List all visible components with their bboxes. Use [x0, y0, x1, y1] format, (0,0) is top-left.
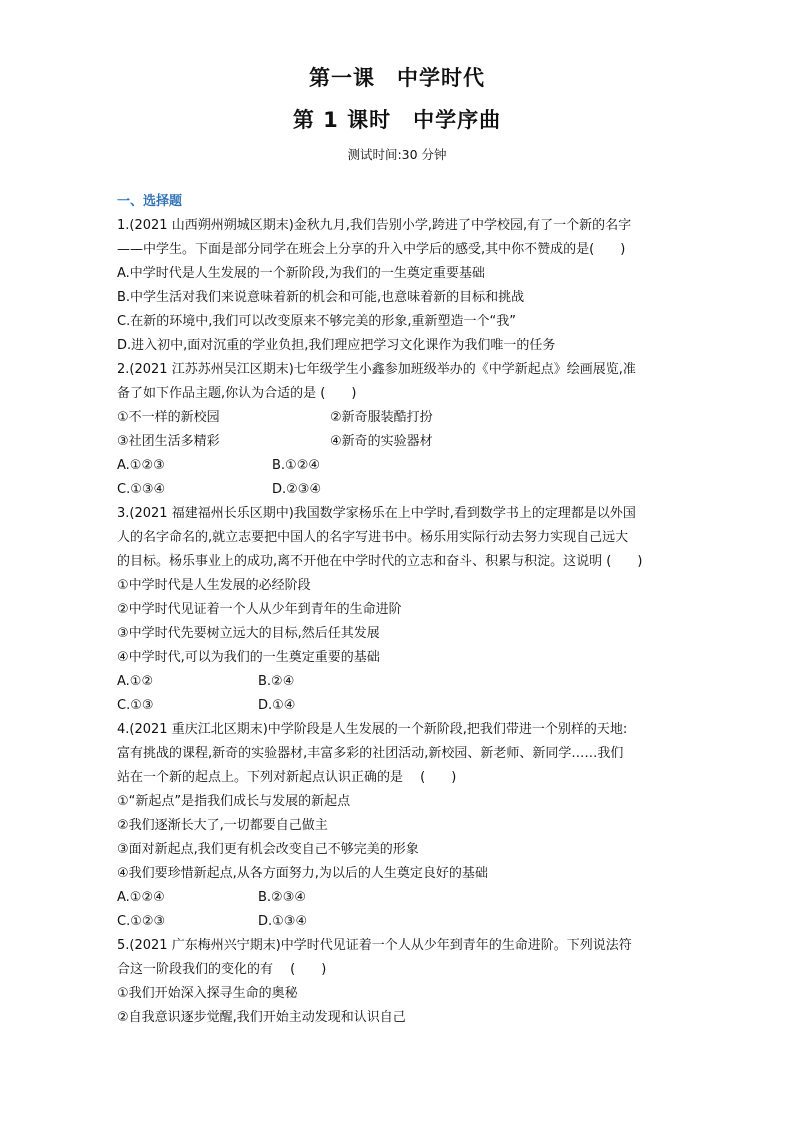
- option-d: D.②③④: [272, 482, 322, 497]
- question-5: [117, 934, 677, 1030]
- option-row: [117, 694, 677, 718]
- option-row: [117, 478, 677, 502]
- question-stem-line: 富有挑战的课程,新奇的实验器材,丰富多彩的社团活动,新校园、新老师、新同学……我们: [117, 746, 624, 761]
- question-stem-line: 人的名字命名的,就立志要把中国人的名字写进书中。杨乐用实际行动去努力实现自己远大: [117, 530, 629, 545]
- option-b: B.②④: [258, 674, 295, 689]
- statement-item: ④中学时代,可以为我们的一生奠定重要的基础: [117, 650, 380, 665]
- question-stem-line: 5.(2021 广东梅州兴宁期末)中学时代见证着一个人从少年到青年的生命进阶。下列说法符: [117, 938, 632, 953]
- statement-item: ④新奇的实验器材: [330, 434, 433, 449]
- statement-item: ①中学时代是人生发展的必经阶段: [117, 578, 311, 593]
- lesson-title: 第一课 中学时代: [309, 66, 485, 90]
- option-a: A.①②④: [117, 890, 165, 905]
- option-d: D.进入初中,面对沉重的学业负担,我们理应把学习文化课作为我们唯一的任务: [117, 338, 556, 353]
- statement-item: ①不一样的新校园: [117, 410, 220, 425]
- question-stem-line: 2.(2021 江苏苏州吴江区期末)七年级学生小鑫参加班级举办的《中学新起点》绘画展览,准: [117, 362, 636, 377]
- statement-item: ④我们要珍惜新起点,从各方面努力,为以后的人生奠定良好的基础: [117, 866, 488, 881]
- option-d: D.①③④: [258, 914, 308, 929]
- test-time: 测试时间:30 分钟: [347, 147, 447, 162]
- option-b: B.②③④: [258, 890, 307, 905]
- option-a: A.①②③: [117, 458, 165, 473]
- question-section: [117, 190, 677, 1030]
- question-stem-line: 备了如下作品主题,你认为合适的是 ( ): [117, 386, 357, 401]
- question-stem-line: 合这一阶段我们的变化的有 ( ): [117, 962, 327, 977]
- statement-item: ②自我意识逐步觉醒,我们开始主动发现和认识自己: [117, 1010, 406, 1025]
- question-stem-line: 3.(2021 福建福州长乐区期中)我国数学家杨乐在上中学时,看到数学书上的定理都是以外国: [117, 506, 636, 521]
- statement-item: ①“新起点”是指我们成长与发展的新起点: [117, 794, 351, 809]
- question-stem-line: 的目标。杨乐事业上的成功,离不开他在中学时代的立志和奋斗、积累与积淀。这说明 ( ): [117, 554, 643, 569]
- statement-item: ②我们逐渐长大了,一切都要自己做主: [117, 818, 328, 833]
- period-title: 第 1 课时 中学序曲: [292, 108, 502, 132]
- statement-item: ③面对新起点,我们更有机会改变自己不够完美的形象: [117, 842, 419, 857]
- option-row: [117, 670, 677, 694]
- option-row: [117, 454, 677, 478]
- statement-item: ③社团生活多精彩: [117, 434, 220, 449]
- statement-item: ②中学时代见证着一个人从少年到青年的生命进阶: [117, 602, 402, 617]
- option-b: B.①②④: [272, 458, 321, 473]
- question-stem-line: 1.(2021 山西朔州朔城区期末)金秋九月,我们告别小学,跨进了中学校园,有了一个新的名字: [117, 218, 632, 233]
- option-row: [117, 910, 677, 934]
- option-a: A.①②: [117, 674, 154, 689]
- statement-row: [117, 430, 677, 454]
- option-b: B.中学生活对我们来说意味着新的机会和可能,也意味着新的目标和挑战: [117, 290, 525, 305]
- option-row: [117, 886, 677, 910]
- statement-item: ①我们开始深入探寻生命的奥秘: [117, 986, 298, 1001]
- question-1: [117, 214, 677, 358]
- question-4: [117, 718, 677, 934]
- question-3: [117, 502, 677, 718]
- option-a: A.中学时代是人生发展的一个新阶段,为我们的一生奠定重要基础: [117, 266, 485, 281]
- statement-item: ②新奇服装酷打扮: [330, 410, 433, 425]
- statement-row: [117, 406, 677, 430]
- question-stem-line: ——中学生。下面是部分同学在班会上分享的升入中学后的感受,其中你不赞成的是( ): [117, 242, 626, 257]
- question-stem-line: 站在一个新的起点上。下列对新起点认识正确的是 ( ): [117, 770, 457, 785]
- option-c: C.①③④: [117, 482, 166, 497]
- option-d: D.①④: [258, 698, 296, 713]
- option-c: C.①②③: [117, 914, 166, 929]
- option-c: C.在新的环境中,我们可以改变原来不够完美的形象,重新塑造一个“我”: [117, 314, 516, 329]
- question-stem-line: 4.(2021 重庆江北区期末)中学阶段是人生发展的一个新阶段,把我们带进一个别样的天地:: [117, 722, 628, 737]
- section-heading: 一、选择题: [117, 194, 183, 209]
- statement-item: ③中学时代先要树立远大的目标,然后任其发展: [117, 626, 380, 641]
- option-c: C.①③: [117, 698, 154, 713]
- question-2: [117, 358, 677, 502]
